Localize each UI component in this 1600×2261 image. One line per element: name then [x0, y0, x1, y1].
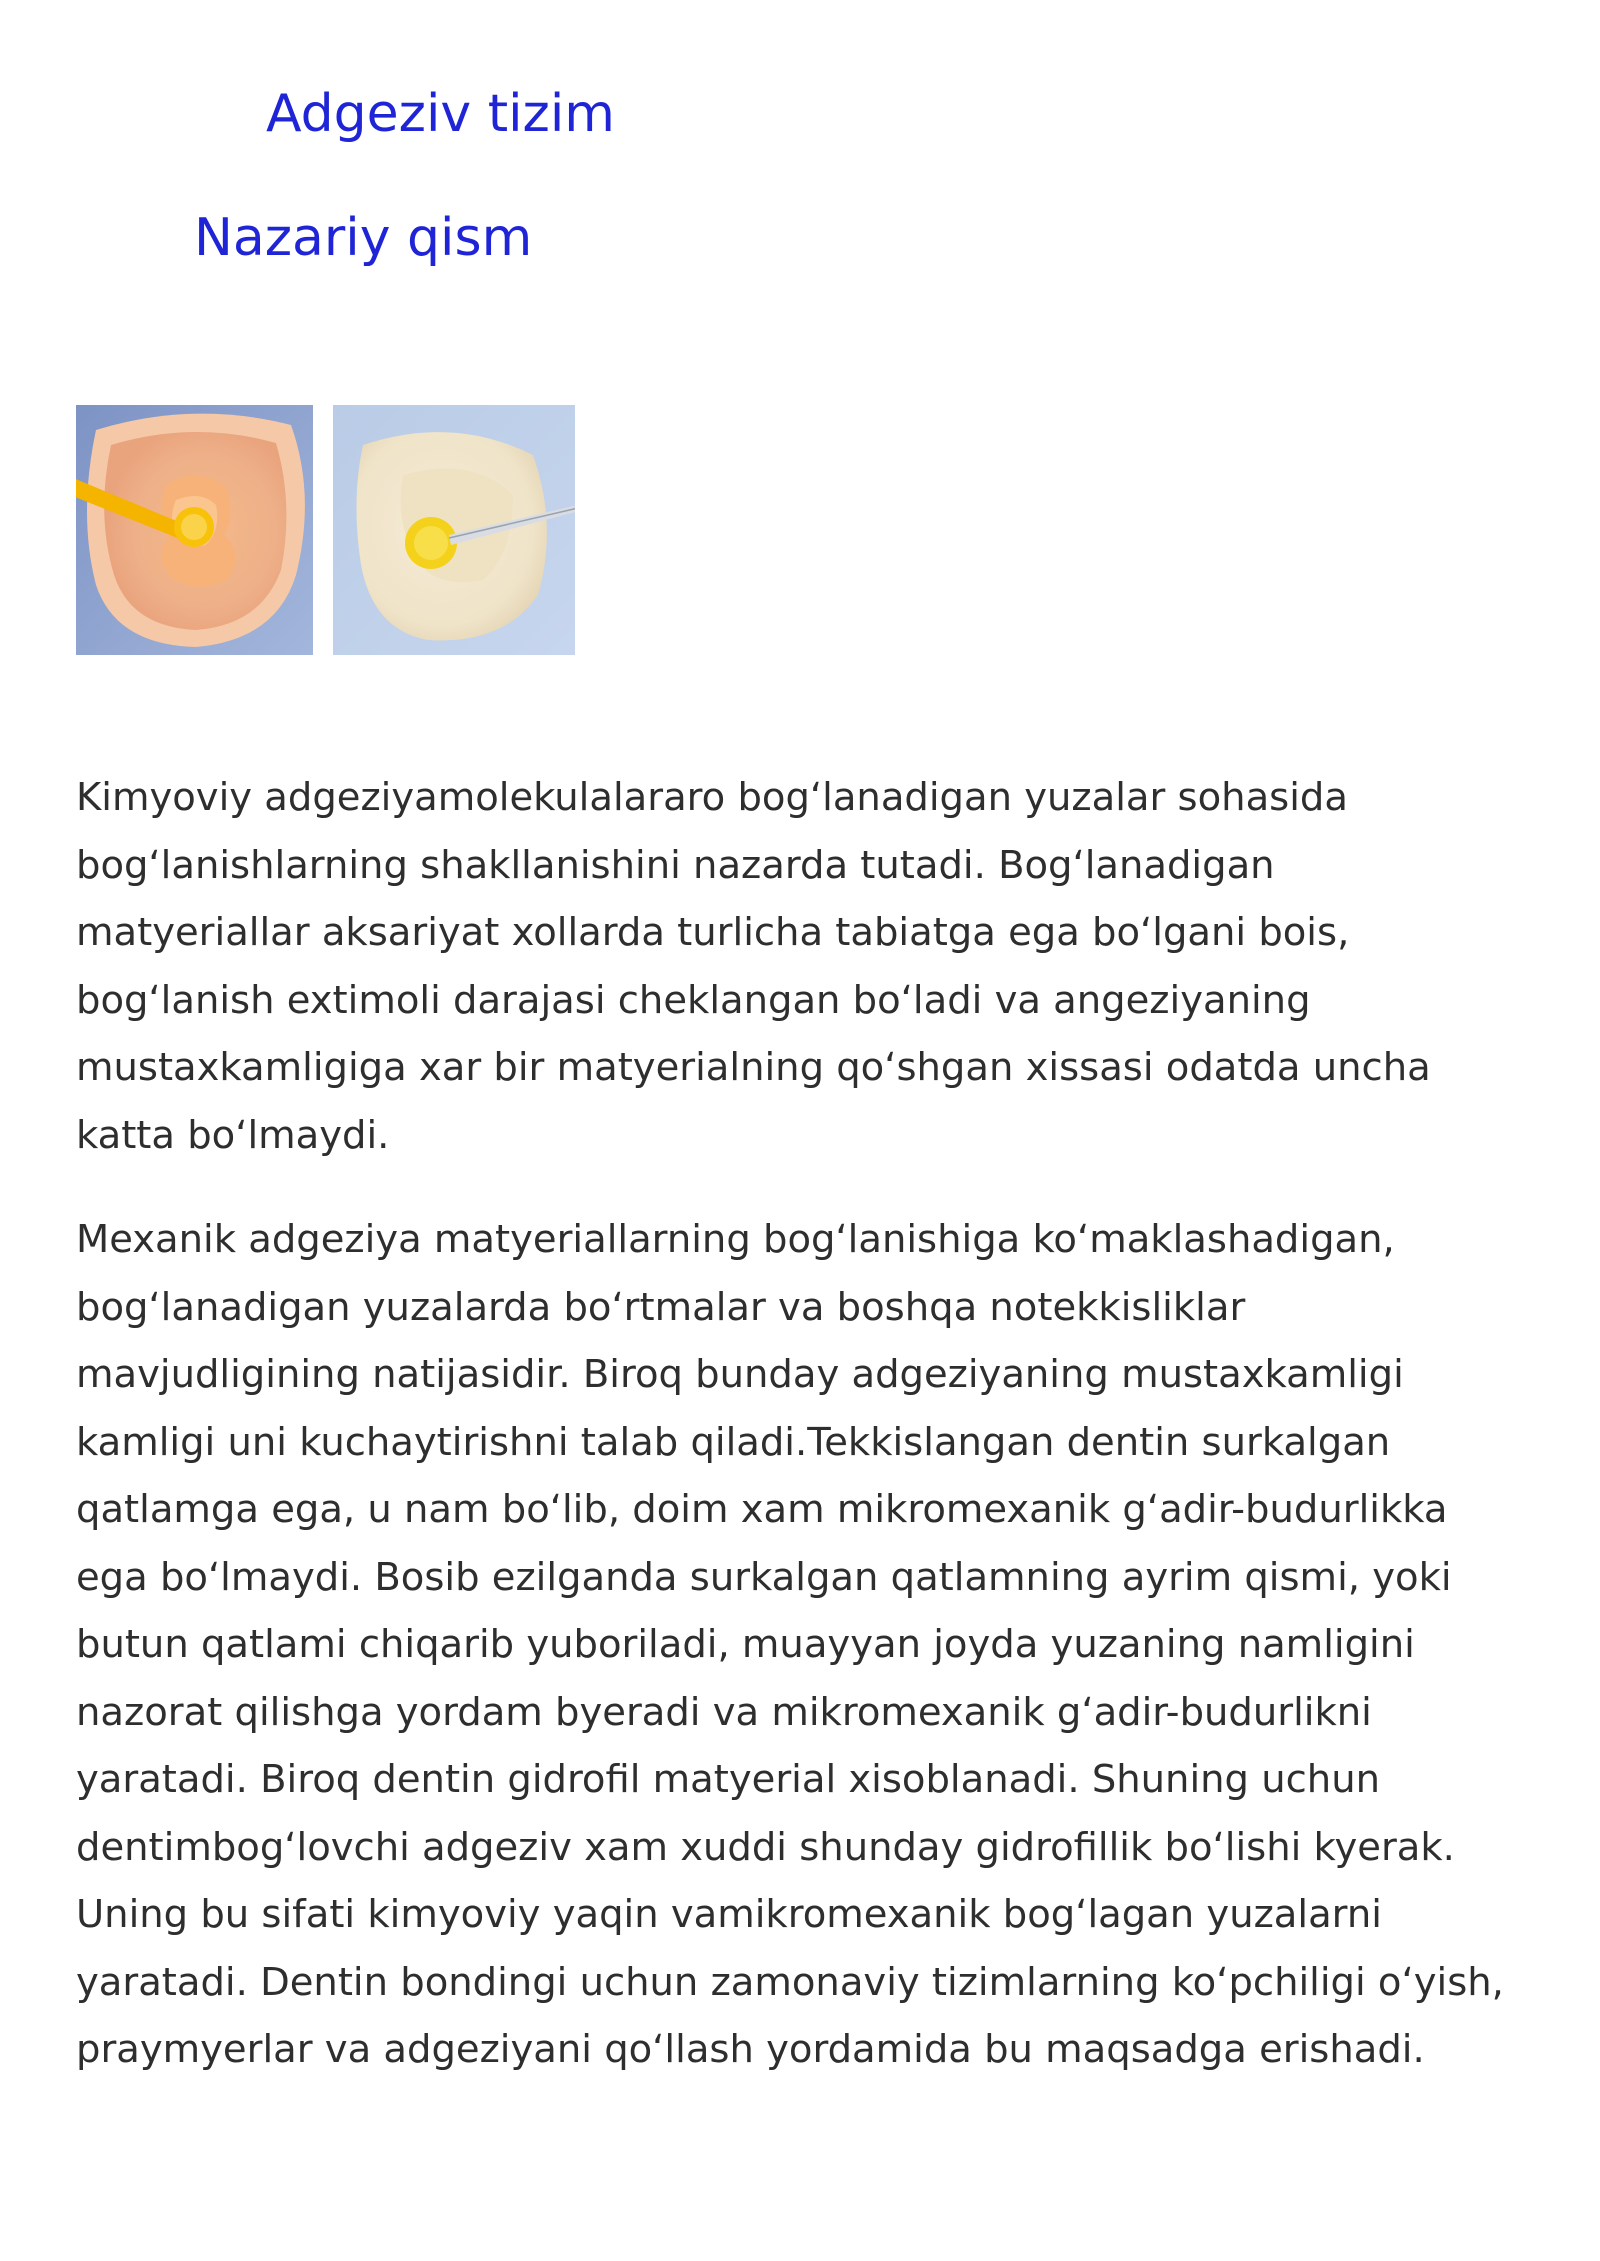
paragraph-line: praymyerlar va adgeziyani qoʻllash yordamida bu maqsadga erishadi. [76, 2027, 1425, 2072]
paragraph-mechanical-adhesion [76, 1206, 1536, 2084]
tooth-cavity-applicator-photo [76, 405, 313, 655]
page-subtitle: Nazariy qism [194, 208, 533, 268]
paragraph-line: dentimbogʻlovchi adgeziv xam xuddi shunday gidrofillik boʻlishi kyerak. [76, 1824, 1455, 1870]
paragraph-line: qatlamga ega, u nam boʻlib, doim xam mikromexanik gʻadir-budurlikka [76, 1487, 1448, 1532]
paragraph-line: Uning bu sifati kimyoviy yaqin vamikromexanik bogʻlagan yuzalarni [76, 1892, 1382, 1937]
paragraph-line: mustaxkamligiga xar bir matyerialning qoʻshgan xissasi odatda uncha [76, 1045, 1431, 1090]
tooth-brush-applicator-photo [333, 405, 575, 655]
paragraph-line: matyeriallar aksariyat xollarda turlicha tabiatga ega boʻlgani bois, [76, 910, 1350, 955]
page-title: Adgeziv tizim [266, 84, 615, 144]
paragraph-line: ega boʻlmaydi. Bosib ezilganda surkalgan qatlamning ayrim qismi, yoki [76, 1554, 1452, 1600]
paragraph-line: bogʻlanish extimoli darajasi cheklangan boʻladi va angeziyaning [76, 977, 1311, 1023]
paragraph-line: mavjudligining natijasidir. Biroq bunday adgeziyaning mustaxkamligi [76, 1352, 1404, 1397]
paragraph-line: kamligi uni kuchaytirishni talab qiladi.Tekkislangan dentin surkalgan [76, 1419, 1391, 1465]
paragraph-line: yaratadi. Dentin bondingi uchun zamonaviy tizimlarning koʻpchiligi oʻyish, [76, 1959, 1504, 2005]
paragraph-line: Mexanik adgeziya matyeriallarning bogʻlanishiga koʻmaklashadigan, [76, 1217, 1395, 1262]
paragraph-line: Kimyoviy adgeziyamolekulalararo bogʻlanadigan yuzalar sohasida [76, 775, 1348, 820]
paragraph-line: katta boʻlmaydi. [76, 1112, 390, 1158]
paragraph-line: nazorat qilishga yordam byeradi va mikromexanik gʻadir-budurlikni [76, 1689, 1372, 1735]
paragraph-chemical-adhesion [76, 764, 1536, 1169]
paragraph-line: butun qatlami chiqarib yuboriladi, muayyan joyda yuzaning namligini [76, 1622, 1415, 1667]
paragraph-line: bogʻlanadigan yuzalarda boʻrtmalar va boshqa notekkisliklar [76, 1284, 1246, 1330]
paragraph-line: yaratadi. Biroq dentin gidrofil matyerial xisoblanadi. Shuning uchun [76, 1757, 1380, 1802]
paragraph-line: bogʻlanishlarning shakllanishini nazarda tutadi. Bogʻlanadigan [76, 842, 1275, 888]
